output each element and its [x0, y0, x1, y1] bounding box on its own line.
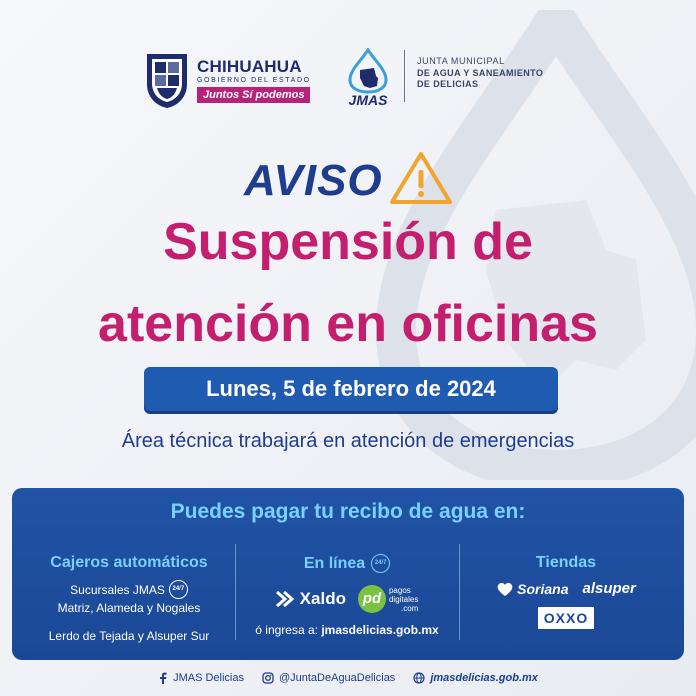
pd-text-3: .com [400, 603, 419, 613]
footer-website[interactable] [413, 672, 538, 684]
jmas-name-line3: DE DELICIAS [417, 79, 479, 89]
xaldo-logo [276, 589, 346, 609]
date-text: Lunes, 5 de febrero de 2024 [206, 376, 496, 401]
247-badge-icon: 24/7 [169, 580, 188, 599]
online-footer [238, 623, 456, 637]
title-line-1: Suspensión de [163, 213, 533, 271]
online-title: En línea [303, 554, 366, 572]
state-name: CHIHUAHUA [197, 56, 302, 76]
facebook-handle: JMAS Delicias [173, 672, 244, 684]
pd-text-1: pagos [388, 585, 411, 595]
online-site-link[interactable]: jmasdelicias.gob.mx [321, 623, 439, 637]
aviso-row [0, 148, 696, 204]
state-subtitle: GOBIERNO DEL ESTADO [197, 76, 311, 84]
soriana-text: Soriana [517, 580, 569, 597]
date-banner [144, 367, 558, 411]
atm-line-2: Matriz, Alameda y Nogales [57, 601, 201, 615]
online-column [238, 540, 456, 652]
aviso-label: AVISO [244, 156, 383, 205]
globe-icon [413, 672, 425, 684]
atm-line-3: Lerdo de Tejada y Alsuper Sur [48, 629, 210, 643]
title-line-2: atención en oficinas [98, 295, 598, 353]
pd-text-2: digitales [388, 594, 419, 604]
pagos-digitales-logo [358, 585, 418, 613]
chihuahua-logo [143, 50, 311, 110]
payment-panel [12, 488, 684, 660]
jmas-acronym: JMAS [348, 92, 388, 108]
header [0, 48, 696, 118]
online-footer-prefix: ó ingresa a: [255, 623, 318, 637]
xaldo-text: Xaldo [299, 589, 346, 608]
footer-instagram[interactable] [262, 672, 395, 684]
stores-column [460, 540, 672, 652]
instagram-handle: @JuntaDeAguaDelicias [278, 672, 396, 684]
oxxo-logo: OXXO [538, 607, 594, 629]
website-link: jmasdelicias.gob.mx [430, 672, 538, 684]
slogan-badge: Juntos Sí podemos [197, 87, 310, 103]
alsuper-logo: alsuper [582, 580, 636, 597]
footer [0, 668, 696, 688]
atm-line-1: Sucursales JMAS [70, 582, 165, 597]
247-badge-icon: 24/7 [371, 554, 390, 573]
state-seal-icon [143, 50, 191, 110]
stores-title: Tiendas [535, 554, 597, 571]
facebook-icon [158, 672, 168, 684]
soriana-heart-icon [496, 581, 514, 597]
jmas-name-line2: DE AGUA Y SANEAMIENTO [417, 68, 544, 78]
instagram-icon [262, 672, 274, 684]
notice-subtitle: Área técnica trabajará en atención de emergencias [121, 430, 575, 452]
pd-circle-icon: pd [358, 585, 386, 613]
atm-column [24, 540, 234, 652]
footer-facebook[interactable] [158, 672, 244, 684]
jmas-name-line1: JUNTA MUNICIPAL [417, 56, 505, 66]
payment-heading: Puedes pagar tu recibo de agua en: [170, 500, 526, 523]
warning-icon [388, 150, 454, 206]
column-divider [235, 544, 236, 640]
atm-title: Cajeros automáticos [50, 554, 208, 571]
soriana-logo [496, 581, 568, 597]
logo-divider [404, 50, 405, 102]
jmas-full-name [417, 56, 597, 89]
xaldo-icon [276, 591, 298, 607]
